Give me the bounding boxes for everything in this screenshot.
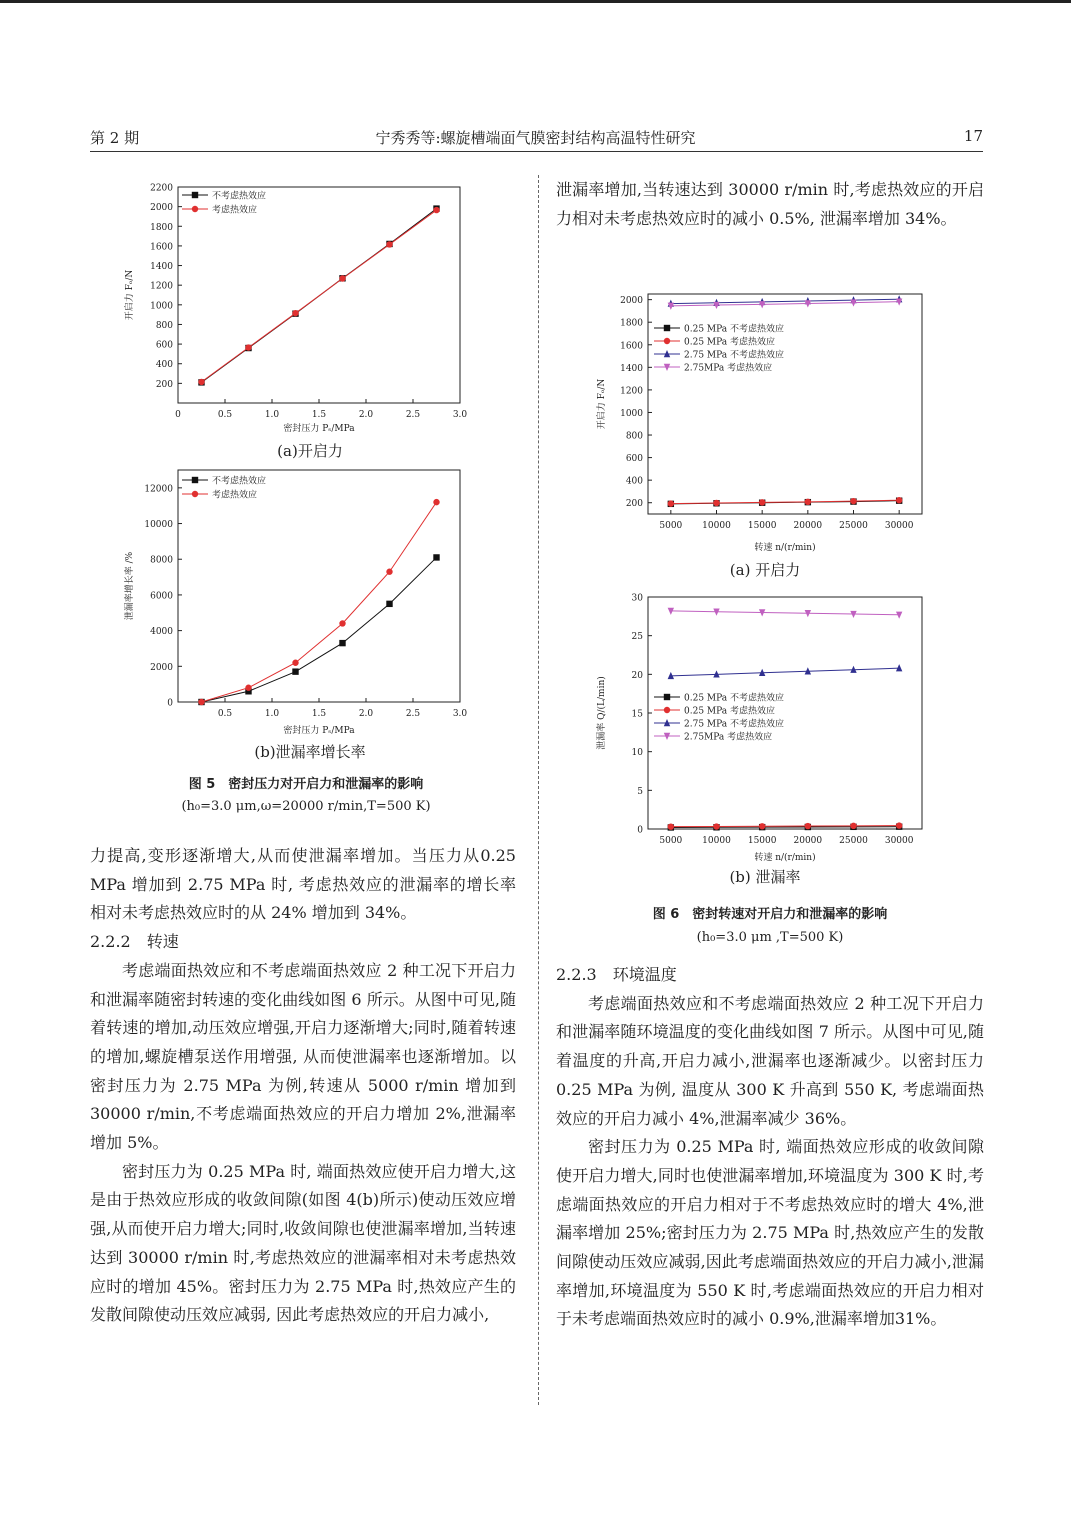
fig5a-data-point-2	[339, 275, 345, 281]
fig6a-x-axis-label: 转速 n/(r/min)	[754, 543, 816, 553]
right-paragraph-0: 泄漏率增加,当转速达到 30000 r/min 时,考虑热效应的开启力相对未考虑热效应时的减小 0.5%, 泄漏率增加 34%。	[556, 180, 984, 228]
fig5b-data-point-2	[339, 620, 345, 626]
fig5a-legend-label-2: 考虑热效应	[212, 205, 258, 216]
fig5b-y-axis-label: 泄漏率增长率 /%	[125, 551, 135, 621]
fig6b-legend-marker-1	[664, 694, 670, 700]
fig6b-ytick-label: 10	[631, 748, 643, 759]
fig6a-legend-label-1: 0.25 MPa 不考虑热效应	[684, 324, 784, 335]
fig6a-ytick-label: 200	[625, 499, 643, 510]
fig5b-ytick-label: 10000	[144, 520, 173, 531]
fig6b-legend-label-2: 0.25 MPa 考虑热效应	[684, 706, 775, 717]
fig5b-ytick-label: 6000	[150, 591, 173, 602]
fig5b-caption: (b)泄漏率增长率	[254, 743, 366, 761]
fig6a-legend-label-3: 2.75 MPa 不考虑热效应	[684, 350, 784, 361]
fig5b-data-point-1	[386, 601, 392, 607]
fig6a-legend-label-4: 2.75MPa 考虑热效应	[684, 363, 773, 374]
left-paragraph-3: 密封压力为 0.25 MPa 时, 端面热效应使开启力增大,这是由于热效应形成的收敛间隙(如图 4(b)所示)使动压效应增强,从而使开启力增大;同时,收敛间隙也使泄漏率增加,当转速达到 30000 r/min 时,考虑热效应的泄漏率相对未考虑热效应时的增加 45%。密封压力为 2.75 MPa 时,热效应产生的发散间隙使动压效应减弱, 因此考虑热效应的开启力减小,	[90, 1161, 516, 1325]
fig6a-data-point-2	[805, 499, 811, 505]
fig6b-ytick-label: 0	[637, 825, 643, 836]
page-number: 17	[963, 127, 983, 145]
fig6b-xtick-label: 25000	[839, 836, 868, 846]
fig5b-data-point-1	[433, 554, 439, 560]
fig6b-legend-marker-2	[664, 707, 670, 713]
fig5b-data-point-2	[386, 569, 392, 575]
fig5a-ytick-label: 1000	[150, 301, 173, 312]
fig5a-data-point-2	[433, 207, 439, 213]
fig6a-xtick-label: 25000	[839, 521, 868, 531]
section-2-2-3-heading: 2.2.3 环境温度	[556, 965, 677, 984]
fig5a-ytick-label: 2200	[150, 183, 173, 194]
fig5a-ytick-label: 600	[155, 340, 173, 351]
fig6a-xtick-label: 30000	[884, 521, 914, 531]
fig6b-ytick-label: 30	[631, 593, 643, 604]
fig6a-data-point-2	[713, 500, 719, 506]
fig5b-plot-frame	[178, 470, 460, 702]
fig5a-x-axis-label: 密封压力 Pₛ/MPa	[283, 424, 355, 434]
fig5b-xtick-label: 2.0	[358, 709, 374, 719]
fig6a-xtick-label: 15000	[747, 521, 777, 531]
running-title: 宁秀秀等:螺旋槽端面气膜密封结构高温特性研究	[375, 129, 696, 147]
fig6a-ytick-label: 1600	[620, 341, 643, 352]
left-paragraph-1: 力提高,变形逐渐增大,从而使泄漏率增加。当压力从0.25 MPa 增加到 2.75 MPa 时, 考虑热效应的泄漏率的增长率相对未考虑热效应时的从 24% 增加到 34%。	[90, 846, 516, 923]
fig5a-xtick-label: 2.5	[405, 410, 421, 420]
fig6b-legend-label-3: 2.75 MPa 不考虑热效应	[684, 719, 784, 730]
fig6a-y-axis-label: 开启力 Fₒ/N	[597, 378, 607, 430]
fig5a-data-point-2	[386, 241, 392, 247]
fig6a-caption: (a) 开启力	[729, 561, 801, 579]
fig6a-legend-marker-1	[664, 325, 670, 331]
fig5b-data-point-2	[245, 685, 251, 691]
fig5a-data-point-2	[245, 344, 251, 350]
fig5a-data-point-2	[198, 379, 204, 385]
fig5b-legend-marker-1	[192, 477, 198, 483]
fig6a-ytick-label: 1200	[620, 386, 643, 397]
fig6b-data-point-2	[896, 822, 902, 828]
right-column-text	[556, 961, 984, 1334]
fig6a-ytick-label: 600	[625, 454, 643, 465]
fig5a-ytick-label: 2000	[150, 203, 173, 214]
fig5a-xtick-label: 0	[175, 410, 181, 420]
fig6b-ytick-label: 15	[631, 709, 643, 720]
fig6b-data-point-2	[805, 823, 811, 829]
fig6b-legend-label-4: 2.75MPa 考虑热效应	[684, 732, 773, 743]
fig5b-ytick-label: 2000	[150, 662, 173, 673]
left-column-text	[90, 842, 516, 1330]
fig5a-xtick-label: 2.0	[358, 410, 374, 420]
fig6b-ytick-label: 25	[631, 632, 643, 643]
fig5a-xtick-label: 1.0	[264, 410, 280, 420]
fig5b-series-line-1	[202, 557, 437, 702]
left-paragraph-2: 考虑端面热效应和不考虑端面热效应 2 种工况下开启力和泄漏率随密封转速的变化曲线如图 6 所示。从图中可见,随着转速的增加,动压效应增强,开启力逐渐增大;同时,随着转速的增加,螺旋槽泵送作用增强, 从而使泄漏率也逐渐增加。以密封压力为 2.75 MPa 为例,转速从 5000 r/min 增加到 30000 r/min,不考虑端面热效应的开启力增加 2%,泄漏率增加 5%。	[90, 960, 516, 1153]
fig6a-series-line-3	[671, 299, 899, 303]
fig6a-series-line-4	[671, 302, 899, 306]
fig6a-data-point-2	[668, 500, 674, 506]
issue-number: 第 2 期	[90, 129, 140, 147]
fig6a-xtick-label: 20000	[793, 521, 823, 531]
fig5a-legend-label-1: 不考虑热效应	[212, 191, 267, 202]
fig5a-ytick-label: 1600	[150, 242, 173, 253]
fig5a-ytick-label: 1800	[150, 222, 173, 233]
fig6a-ytick-label: 1400	[620, 363, 643, 374]
fig6b-x-axis-label: 转速 n/(r/min)	[754, 853, 816, 863]
fig5a-legend-marker-1	[192, 192, 198, 198]
fig5a-ytick-label: 800	[155, 320, 173, 331]
fig6b-series-line-4	[671, 611, 899, 615]
fig5a-series-line-2	[202, 210, 437, 382]
fig5a-ytick-label: 200	[155, 379, 173, 390]
fig5b-legend-marker-2	[192, 491, 198, 497]
fig5a-xtick-label: 3.0	[452, 410, 468, 420]
fig6b-data-point-2	[668, 823, 674, 829]
fig6a-legend-marker-2	[664, 338, 670, 344]
fig5a-y-axis-label: 开启力 Fₒ/N	[125, 269, 135, 321]
fig6a-series-line-2	[671, 500, 899, 503]
right-paragraph-1: 考虑端面热效应和不考虑端面热效应 2 种工况下开启力和泄漏率随环境温度的变化曲线如图 7 所示。从图中可见,随着温度的升高,开启力减小,泄漏率也逐渐减少。以密封压力 0.25 MPa 为例, 温度从 300 K 升高到 550 K, 考虑端面热效应的开启力减小 4%,泄漏率减少 36%。	[556, 993, 984, 1128]
column-divider	[538, 175, 539, 1405]
fig5a-ytick-label: 1400	[150, 262, 173, 273]
fig6a-ytick-label: 1000	[620, 408, 643, 419]
fig5b-data-point-2	[292, 660, 298, 666]
fig6a-xtick-label: 10000	[702, 521, 731, 531]
fig6b-ytick-label: 5	[637, 786, 643, 797]
fig5b-series-line-2	[202, 502, 437, 702]
fig5b-chart	[110, 462, 510, 737]
fig6b-xtick-label: 30000	[884, 836, 914, 846]
fig5b-data-point-2	[433, 499, 439, 505]
fig6a-data-point-2	[759, 499, 765, 505]
fig5b-ytick-label: 0	[167, 698, 173, 709]
fig6b-data-point-2	[713, 823, 719, 829]
fig6b-data-point-2	[759, 823, 765, 829]
fig6a-ytick-label: 1800	[620, 318, 643, 329]
fig5b-ytick-label: 4000	[150, 627, 173, 638]
fig6b-y-axis-label: 泄漏率 Q/(L/min)	[597, 676, 607, 750]
right-paragraph-2: 密封压力为 0.25 MPa 时, 端面热效应形成的收敛间隙使开启力增大,同时也使泄漏率增加,环境温度为 300 K 时,考虑端面热效应的开启力相对于不考虑热效应时的增大 4%,泄漏率增加 25%;密封压力为 2.75 MPa 时,热效应产生的发散间隙使动压效应减弱,因此考虑端面热效应的开启力减小,泄漏率增加,环境温度为 550 K 时,考虑端面热效应的开启力相对于未考虑端面热效应时的减小 0.9%,泄漏率增加31%。	[556, 1137, 984, 1329]
fig5b-legend-label-1: 不考虑热效应	[212, 476, 267, 487]
fig6b-xtick-label: 10000	[702, 836, 731, 846]
fig5a-caption: (a)开启力	[277, 442, 343, 460]
fig6-title: 图 6 密封转速对开启力和泄漏率的影响	[652, 907, 888, 922]
fig5a-chart	[110, 175, 510, 435]
fig6b-xtick-label: 5000	[659, 836, 683, 846]
fig6b-xtick-label: 15000	[747, 836, 777, 846]
fig5a-xtick-label: 0.5	[217, 410, 233, 420]
fig5b-ytick-label: 8000	[150, 555, 173, 566]
fig5b-legend-label-2: 考虑热效应	[212, 490, 258, 501]
fig5b-xtick-label: 1.0	[264, 709, 280, 719]
fig5b-xtick-label: 2.5	[405, 709, 421, 719]
fig6a-ytick-label: 400	[625, 476, 643, 487]
fig6a-ytick-label: 2000	[620, 296, 643, 307]
fig5-params: (h₀=3.0 μm,ω=20000 r/min,T=500 K)	[181, 799, 431, 814]
fig5a-legend-marker-2	[192, 206, 198, 212]
fig5a-xtick-label: 1.5	[311, 410, 327, 420]
right-column-top-text	[556, 176, 984, 233]
fig5a-plot-frame	[178, 187, 460, 403]
fig5a-ytick-label: 400	[155, 360, 173, 371]
top-rule	[0, 0, 1071, 3]
fig6-params: (h₀=3.0 μm ,T=500 K)	[696, 930, 844, 945]
fig6a-ytick-label: 800	[625, 431, 643, 442]
fig6b-series-line-3	[671, 668, 899, 676]
fig5b-data-point-1	[339, 640, 345, 646]
fig5b-data-point-1	[292, 668, 298, 674]
fig5b-x-axis-label: 密封压力 Pₛ/MPa	[283, 726, 355, 736]
fig6b-caption: (b) 泄漏率	[729, 868, 801, 886]
fig5b-xtick-label: 0.5	[217, 709, 233, 719]
fig6b-ytick-label: 20	[631, 670, 643, 681]
fig6b-chart	[590, 585, 940, 865]
fig6b-xtick-label: 20000	[793, 836, 823, 846]
fig6a-data-point-2	[850, 498, 856, 504]
fig5b-xtick-label: 1.5	[311, 709, 327, 719]
fig5a-ytick-label: 1200	[150, 281, 173, 292]
fig6a-xtick-label: 5000	[659, 521, 683, 531]
fig6b-data-point-2	[850, 823, 856, 829]
fig6a-chart	[590, 282, 940, 557]
fig6a-data-point-2	[896, 497, 902, 503]
section-2-2-2-heading: 2.2.2 转速	[90, 932, 179, 952]
header-rule	[90, 151, 983, 152]
fig5b-data-point-2	[198, 699, 204, 705]
fig5b-ytick-label: 12000	[144, 484, 173, 495]
fig5b-xtick-label: 3.0	[452, 709, 468, 719]
fig5a-data-point-2	[292, 310, 298, 316]
fig6b-legend-label-1: 0.25 MPa 不考虑热效应	[684, 693, 784, 704]
fig6a-legend-label-2: 0.25 MPa 考虑热效应	[684, 337, 775, 348]
fig5-title: 图 5 密封压力对开启力和泄漏率的影响	[188, 777, 424, 792]
